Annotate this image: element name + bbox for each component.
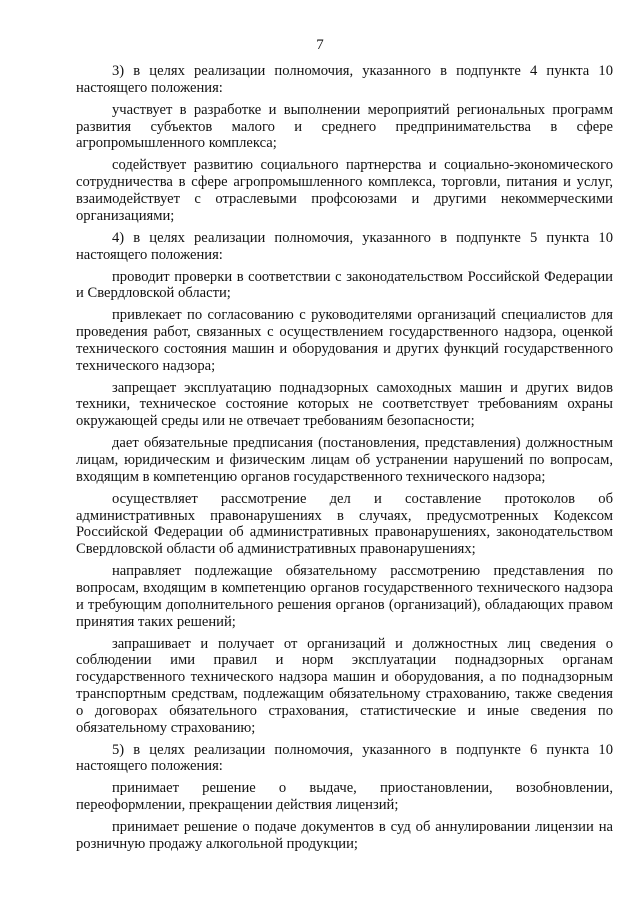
paragraph: запрашивает и получает от организаций и должностных лиц сведения о соблюдении ими правил и норм эксплуатации поднадзорных органам государственного технического надзора машин и оборудования, а по поднадзорным транспортным средствам, подлежащим обязательному страхованию, также сведения о договорах обязательного страхования, статистические и иные сведения по обязательному страхованию; xyxy=(76,635,613,736)
paragraph: направляет подлежащие обязательному рассмотрению представления по вопросам, входящим в компетенцию органов государственного технического надзора и требующим дополнительного решения органов (организаций), обладающих правом принятия таких решений; xyxy=(76,563,613,630)
paragraph: осуществляет рассмотрение дел и составление протоколов об административных правонарушениях в случаях, предусмотренных Кодексом Российской Федерации об административных правонарушениях, законодательством Свердловской области об административных правонарушениях; xyxy=(76,490,613,558)
paragraph: принимает решение о подаче документов в суд об аннулировании лицензии на розничную продажу алкогольной продукции; xyxy=(76,819,613,852)
paragraph-item-5: 5) в целях реализации полномочия, указанного в подпункте 6 пункта 10 настоящего положения: xyxy=(76,741,613,775)
paragraph-item-3: 3) в целях реализации полномочия, указанного в подпункте 4 пункта 10 настоящего положения: xyxy=(76,63,613,96)
paragraph: дает обязательные предписания (постановления, представления) должностным лицам, юридическим и физическим лицам об устранении нарушений по вопросам, входящим в компетенцию органов государственного технического надзора; xyxy=(76,435,613,485)
paragraph: запрещает эксплуатацию поднадзорных самоходных машин и других видов техники, техническое состояние которых не соответствует требованиям охраны окружающей среды или не отвечает требованиям безопасности; xyxy=(76,379,613,430)
document-body xyxy=(76,63,613,858)
paragraph: привлекает по согласованию с руководителями организаций специалистов для проведения работ, связанных с осуществлением государственного надзора, оценкой технического состояния машин и оборудования и других функций государственного технического надзора; xyxy=(76,307,613,374)
paragraph: принимает решение о выдаче, приостановлении, возобновлении, переоформлении, прекращении действия лицензий; xyxy=(76,780,613,814)
paragraph: проводит проверки в соответствии с законодательством Российской Федерации и Свердловской области; xyxy=(76,268,613,302)
paragraph: участвует в разработке и выполнении мероприятий региональных программ развития субъектов малого и среднего предпринимательства в сфере агропромышленного комплекса; xyxy=(76,101,613,152)
paragraph: содействует развитию социального партнерства и социально-экономического сотрудничества в сфере агропромышленного комплекса, торговли, питания и услуг, взаимодействует с отраслевыми профсоюзами и другими некоммерческими организациями; xyxy=(76,157,613,224)
paragraph-item-4: 4) в целях реализации полномочия, указанного в подпункте 5 пункта 10 настоящего положения: xyxy=(76,229,613,263)
page-number: 7 xyxy=(316,37,324,53)
